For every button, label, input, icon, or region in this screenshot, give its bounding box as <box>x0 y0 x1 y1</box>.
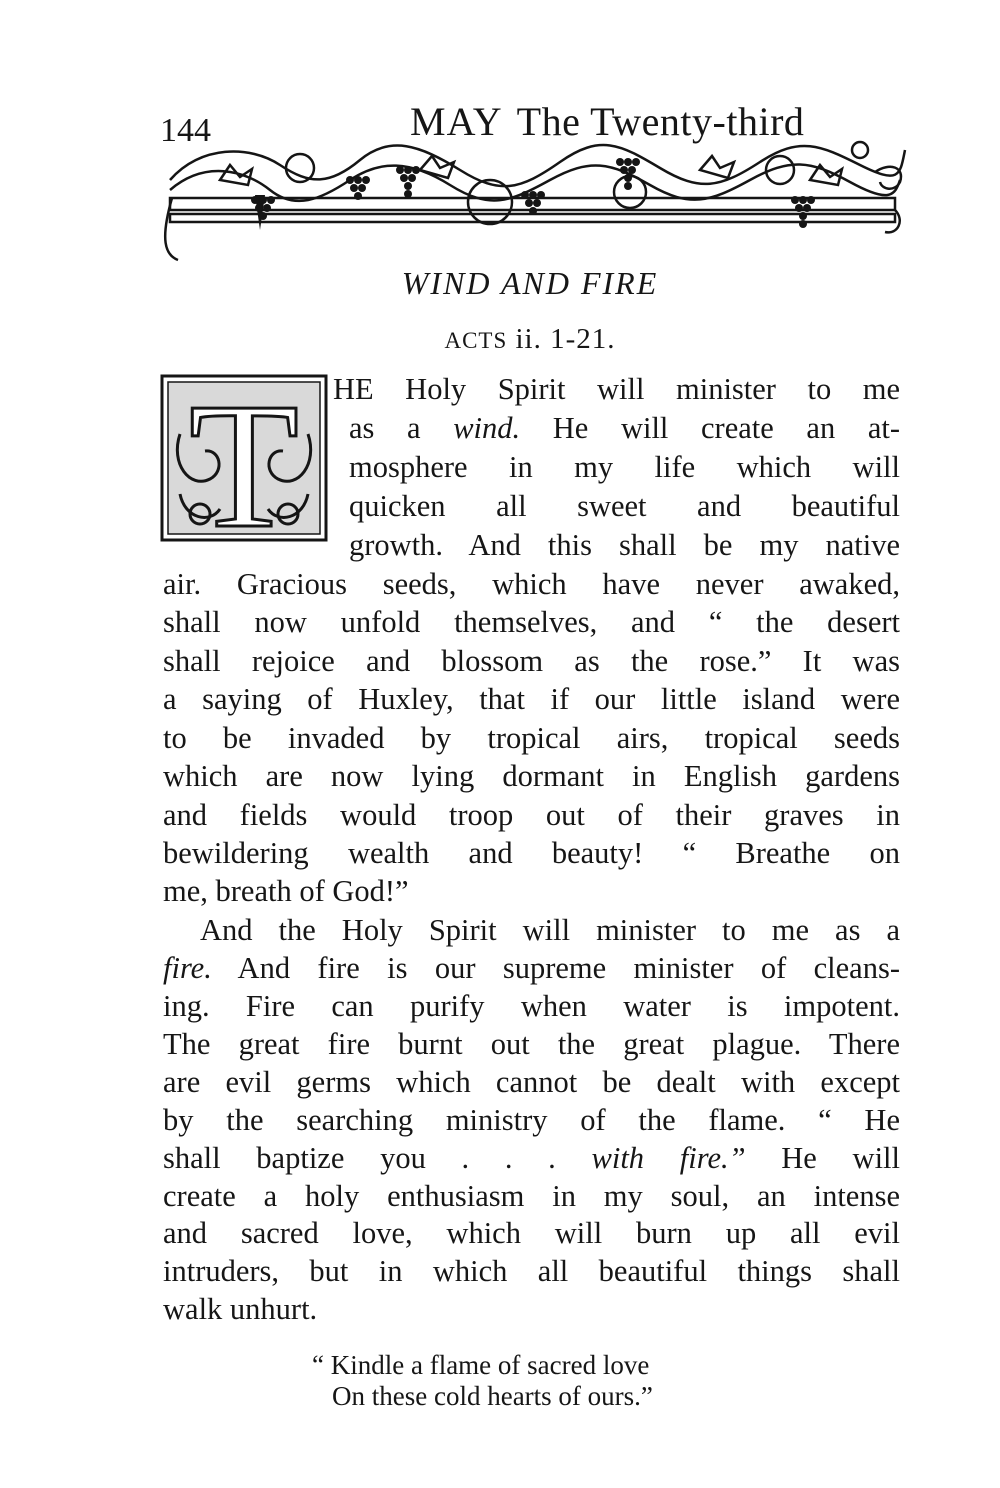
scripture-reference <box>160 323 900 356</box>
text-line: walk unhurt. <box>163 1292 318 1326</box>
emphasis: wind. <box>453 411 521 445</box>
drop-cap-letter: T <box>189 374 299 542</box>
text-line: are evil germs which cannot be dealt with except <box>163 1065 900 1099</box>
month: MAY <box>410 99 503 144</box>
text-line: which are now lying dormant in English gardens <box>163 759 900 793</box>
text-line: shall now unfold themselves, and “ the desert <box>163 605 900 639</box>
page-number: 144 <box>160 112 211 149</box>
text-line <box>349 409 900 448</box>
reference-book: ACTS <box>444 328 508 353</box>
text-line: intruders, but in which all beautiful things shall <box>163 1254 900 1288</box>
text-line: and fields would troop out of their graves in <box>163 798 900 832</box>
text-line: The great fire burnt out the great plague. There <box>163 1027 900 1061</box>
text-run: He will create an at- <box>520 411 900 445</box>
reading-title: WIND AND FIRE <box>401 265 659 301</box>
text-run: shall baptize you . . . <box>163 1141 592 1175</box>
text-line: HE Holy Spirit will minister to me <box>333 372 900 406</box>
reference-verses: ii. 1-21. <box>515 323 616 355</box>
text-line <box>163 949 900 988</box>
running-head <box>410 98 804 145</box>
text-line: quicken all sweet and beautiful <box>349 489 900 523</box>
emphasis: with fire.” <box>591 1141 746 1175</box>
text-line: And the Holy Spirit will minister to me as a <box>200 913 900 947</box>
day: The Twenty-third <box>516 99 805 144</box>
text-run: He will <box>745 1141 900 1175</box>
text-line: by the searching ministry of the flame. “ He <box>163 1103 900 1137</box>
text-line <box>163 1139 900 1178</box>
text-line: bewildering wealth and beauty! “ Breathe on <box>163 836 900 870</box>
text-line: ing. Fire can purify when water is impotent. <box>163 989 900 1023</box>
text-line: me, breath of God!” <box>163 874 409 908</box>
text-run: as a <box>349 411 454 445</box>
text-line: a saying of Huxley, that if our little island were <box>163 682 900 716</box>
text-line: create a holy enthusiasm in my soul, an intense <box>163 1179 900 1213</box>
quote-line: “ Kindle a flame of sacred love <box>312 1350 650 1380</box>
drop-cap <box>160 374 328 542</box>
text-line: mosphere in my life which will <box>349 450 900 484</box>
text-run: And fire is our supreme minister of cleans- <box>211 951 900 985</box>
text-line: shall rejoice and blossom as the rose.” It was <box>163 644 900 678</box>
text-line: growth. And this shall be my native <box>349 528 900 562</box>
emphasis: fire. <box>163 951 212 985</box>
text-line: air. Gracious seeds, which have never awaked, <box>163 567 900 601</box>
text-line: to be invaded by tropical airs, tropical seeds <box>163 721 900 755</box>
vine-ornament <box>160 140 910 262</box>
quote-line: On these cold hearts of ours.” <box>332 1381 653 1411</box>
text-line: and sacred love, which will burn up all evil <box>163 1216 900 1250</box>
